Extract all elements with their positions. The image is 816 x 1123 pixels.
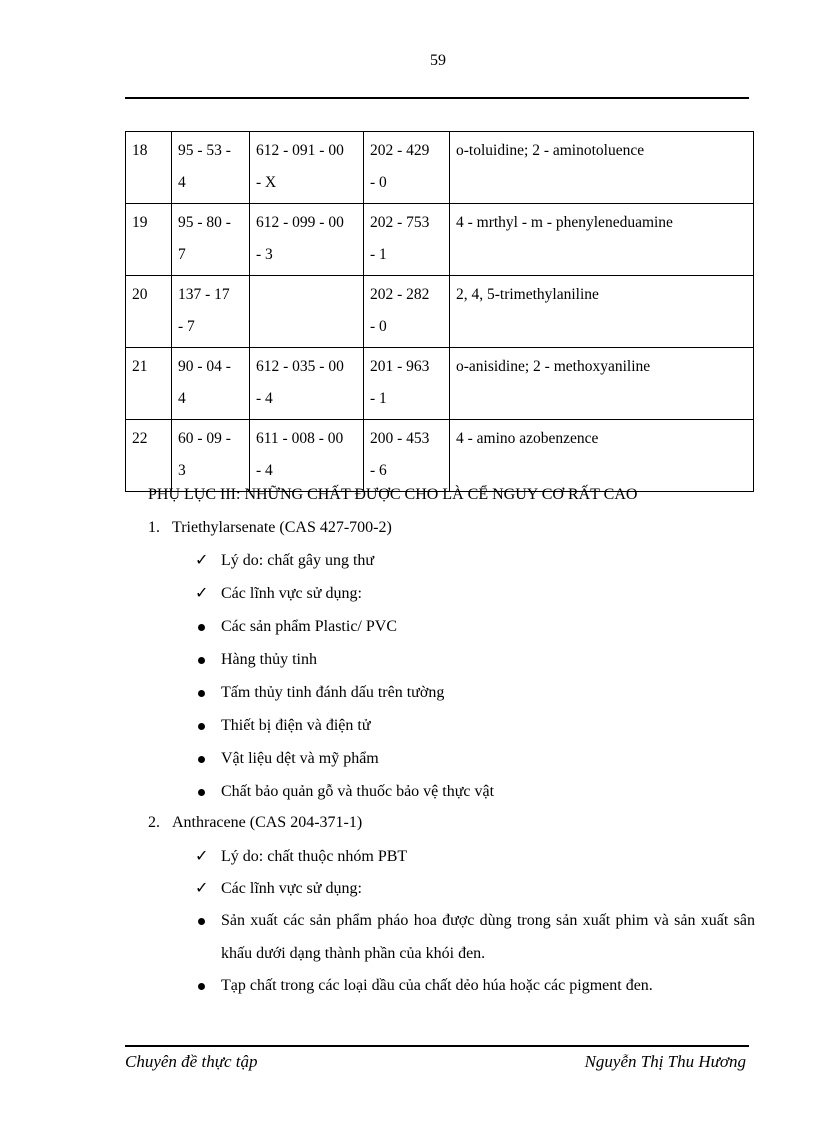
bullet-icon	[198, 918, 205, 925]
cell-cas: 95 - 80 - 7	[172, 204, 250, 276]
bullet-icon	[198, 690, 205, 697]
list-item-text: Thiết bị điện và điện tử	[221, 717, 371, 734]
appendix-heading: PHỤ LỤC III: NHỮNG CHẤT ĐƯỢC CHO LÀ CỂ NGUY CƠ RẤT CAO	[148, 486, 638, 503]
check-item-text: Lý do: chất gây ung thư	[221, 552, 375, 569]
cell-ec: 202 - 429 - 0	[364, 132, 450, 204]
bullet-icon	[198, 756, 205, 763]
footer-rule	[125, 1045, 749, 1047]
list-item	[195, 969, 755, 1002]
list-item	[195, 643, 755, 676]
cell-ec: 200 - 453 - 6	[364, 420, 450, 492]
list-item	[195, 742, 755, 775]
cell-no: 22	[126, 420, 172, 492]
bullet-icon	[198, 789, 205, 796]
list-item	[195, 904, 755, 970]
cell-ec: 202 - 282 - 0	[364, 276, 450, 348]
table-row	[126, 204, 754, 276]
check-icon: ✓	[195, 848, 209, 865]
cell-cas: 95 - 53 - 4	[172, 132, 250, 204]
check-icon: ✓	[195, 880, 209, 897]
list-item-text: Các sản phẩm Plastic/ PVC	[221, 618, 397, 635]
cell-index: 612 - 035 - 00 - 4	[250, 348, 364, 420]
item-title: Anthracene (CAS 204-371-1)	[172, 814, 363, 831]
bullet-icon	[198, 983, 205, 990]
list-item	[195, 676, 755, 709]
list-item-text: Hàng thủy tinh	[221, 651, 317, 668]
list-item-text: Tấm thủy tinh đánh dấu trên tường	[221, 684, 445, 701]
numbered-item-2	[148, 814, 362, 832]
cell-ec: 202 - 753 - 1	[364, 204, 450, 276]
cell-index	[250, 276, 364, 348]
item-number: 2.	[148, 814, 160, 831]
cell-name: 4 - mrthyl - m - phenyleneduamine	[450, 204, 754, 276]
cell-no: 19	[126, 204, 172, 276]
list-item-text: Tạp chất trong các loại dầu của chất dẻo húa hoặc các pigment đen.	[221, 977, 653, 994]
footer-left-text: Chuyên đề thực tập	[125, 1052, 258, 1071]
list-item-text: Chất bảo quản gỗ và thuốc bảo vệ thực vật	[221, 783, 495, 800]
cell-name: 2, 4, 5-trimethylaniline	[450, 276, 754, 348]
footer-right-text: Nguyễn Thị Thu Hương	[584, 1052, 746, 1071]
check-item	[195, 544, 755, 577]
list-item	[195, 775, 755, 808]
cell-name: 4 - amino azobenzence	[450, 420, 754, 492]
bullet-icon	[198, 657, 205, 664]
item-number: 1.	[148, 519, 160, 536]
cell-cas: 90 - 04 - 4	[172, 348, 250, 420]
check-icon: ✓	[195, 552, 209, 569]
check-item	[195, 577, 755, 610]
table-row	[126, 276, 754, 348]
cell-cas: 137 - 17 - 7	[172, 276, 250, 348]
cell-cas: 60 - 09 - 3	[172, 420, 250, 492]
cell-name: o-toluidine; 2 - aminotoluence	[450, 132, 754, 204]
table-row	[126, 420, 754, 492]
cell-index: 612 - 091 - 00 - X	[250, 132, 364, 204]
table-row	[126, 132, 754, 204]
table-row	[126, 348, 754, 420]
check-item-text: Các lĩnh vực sử dụng:	[221, 585, 362, 602]
substance-table	[125, 131, 754, 492]
cell-no: 21	[126, 348, 172, 420]
page-number: 59	[430, 52, 446, 69]
list-item-text: Sản xuất các sản phẩm pháo hoa được dùng trong sản xuất phim và sản xuất sân khấu dưới dạng thành phần của khói đen.	[221, 912, 755, 962]
list-item	[195, 610, 755, 643]
cell-index: 612 - 099 - 00 - 3	[250, 204, 364, 276]
cell-no: 18	[126, 132, 172, 204]
check-item-text: Các lĩnh vực sử dụng:	[221, 880, 362, 897]
numbered-item-1	[148, 519, 392, 537]
list-item	[195, 709, 755, 742]
bullet-icon	[198, 624, 205, 631]
check-icon: ✓	[195, 585, 209, 602]
cell-index: 611 - 008 - 00 - 4	[250, 420, 364, 492]
cell-no: 20	[126, 276, 172, 348]
bullet-icon	[198, 723, 205, 730]
check-item-text: Lý do: chất thuộc nhóm PBT	[221, 848, 408, 865]
check-item	[195, 872, 755, 905]
cell-ec: 201 - 963 - 1	[364, 348, 450, 420]
cell-name: o-anisidine; 2 - methoxyaniline	[450, 348, 754, 420]
list-item-text: Vật liệu dệt và mỹ phẩm	[221, 750, 379, 767]
item-title: Triethylarsenate (CAS 427-700-2)	[172, 519, 392, 536]
header-rule	[125, 97, 749, 99]
check-item	[195, 840, 755, 873]
